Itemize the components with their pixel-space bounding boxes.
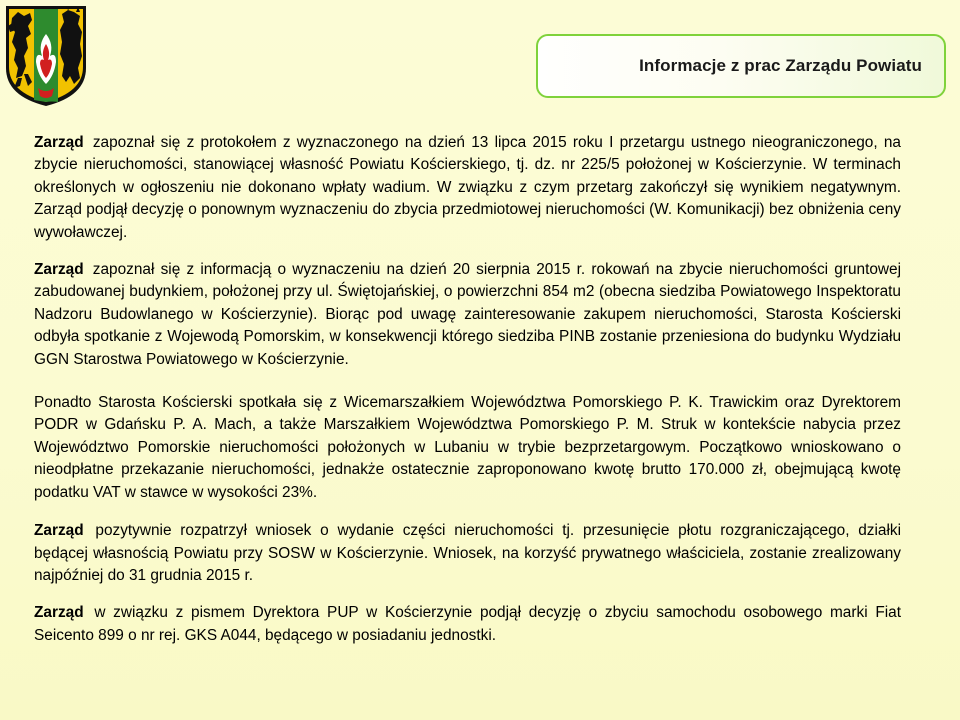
paragraph-lead: Zarząd — [34, 261, 84, 279]
paragraph-text: pozytywnie rozpatrzył wniosek o wydanie części nieruchomości tj. przesunięcie płotu rozgraniczającego, działki będącej własnością Powiatu przy SOSW w Kościerzynie. Wniosek, na korzyść prywatnego właściciela, zostanie zrealizowany najpóźniej do 31 grudnia 2015 r. — [34, 522, 902, 584]
page-title: Informacje z prac Zarządu Powiatu — [639, 56, 922, 75]
title-banner — [536, 34, 946, 98]
paragraph-text: zapoznał się z protokołem z wyznaczonego na dzień 13 lipca 2015 roku I przetargu ustnego nieograniczonego, na zbycie nieruchomości, stanowiącej własność Powiatu Kościerskiego, tj. dz. nr 225/5 położonej w Kościerzynie. W terminach określonych w ogłoszeniu nie dokonano wpłaty wadium. W związku z czym przetarg zakończył się wynikiem negatywnym. Zarząd podjął decyzję o ponownym wyznaczeniu do zbycia przedmiotowej nieruchomości (W. Komunikacji) bez obniżenia ceny wywoławczej. — [34, 134, 901, 241]
coat-of-arms-logo — [4, 4, 88, 108]
paragraph — [34, 520, 901, 587]
paragraph-text: w związku z pismem Dyrektora PUP w Kościerzynie podjął decyzję o zbyciu samochodu osobowego marki Fiat Seicento 899 o nr rej. GKS A044, będącego w posiadaniu jednostki. — [34, 604, 901, 644]
paragraph-text: Ponadto Starosta Kościerski spotkała się z Wicemarszałkiem Województwa Pomorskiego P. K. Trawickim oraz Dyrektorem PODR w Gdańsku P. A. Mach, a także Marszałkiem Województwa Pomorskiego P. M. Struk w kontekście nabycia przez Województwo Pomorskie nieruchomości położonych w Lubaniu w trybie bezprzetargowym. Początkowo wnioskowano o nieodpłatne przekazanie nieruchomości, jednakże ostatecznie zaproponowano kwotę brutto 170.000 zł, obejmującą kwotę podatku VAT w stawce w wysokości 23%. — [34, 394, 901, 501]
paragraph-lead: Zarząd — [34, 522, 84, 540]
paragraph — [34, 259, 901, 371]
content-area — [34, 132, 901, 647]
paragraph-lead: Zarząd — [34, 604, 84, 622]
paragraph — [34, 392, 901, 504]
paragraph — [34, 132, 901, 244]
paragraph-text: zapoznał się z informacją o wyznaczeniu na dzień 20 sierpnia 2015 r. rokowań na zbycie nieruchomości gruntowej zabudowanej budynkiem, położonej przy ul. Świętojańskiej, o powierzchni 854 m2 (obecna siedziba Powiatowego Inspektoratu Nadzoru Budowlanego w Kościerzynie). Biorąc pod uwagę zainteresowanie zakupem nieruchomości, Starosta Kościerski odbyła spotkanie z Wojewodą Pomorskim, w konsekwencji którego siedziba PINB zostanie przeniesiona do budynku Wydziału GGN Starostwa Powiatowego w Kościerzynie. — [34, 261, 901, 368]
paragraph-lead: Zarząd — [34, 134, 84, 151]
paragraph — [34, 602, 901, 647]
